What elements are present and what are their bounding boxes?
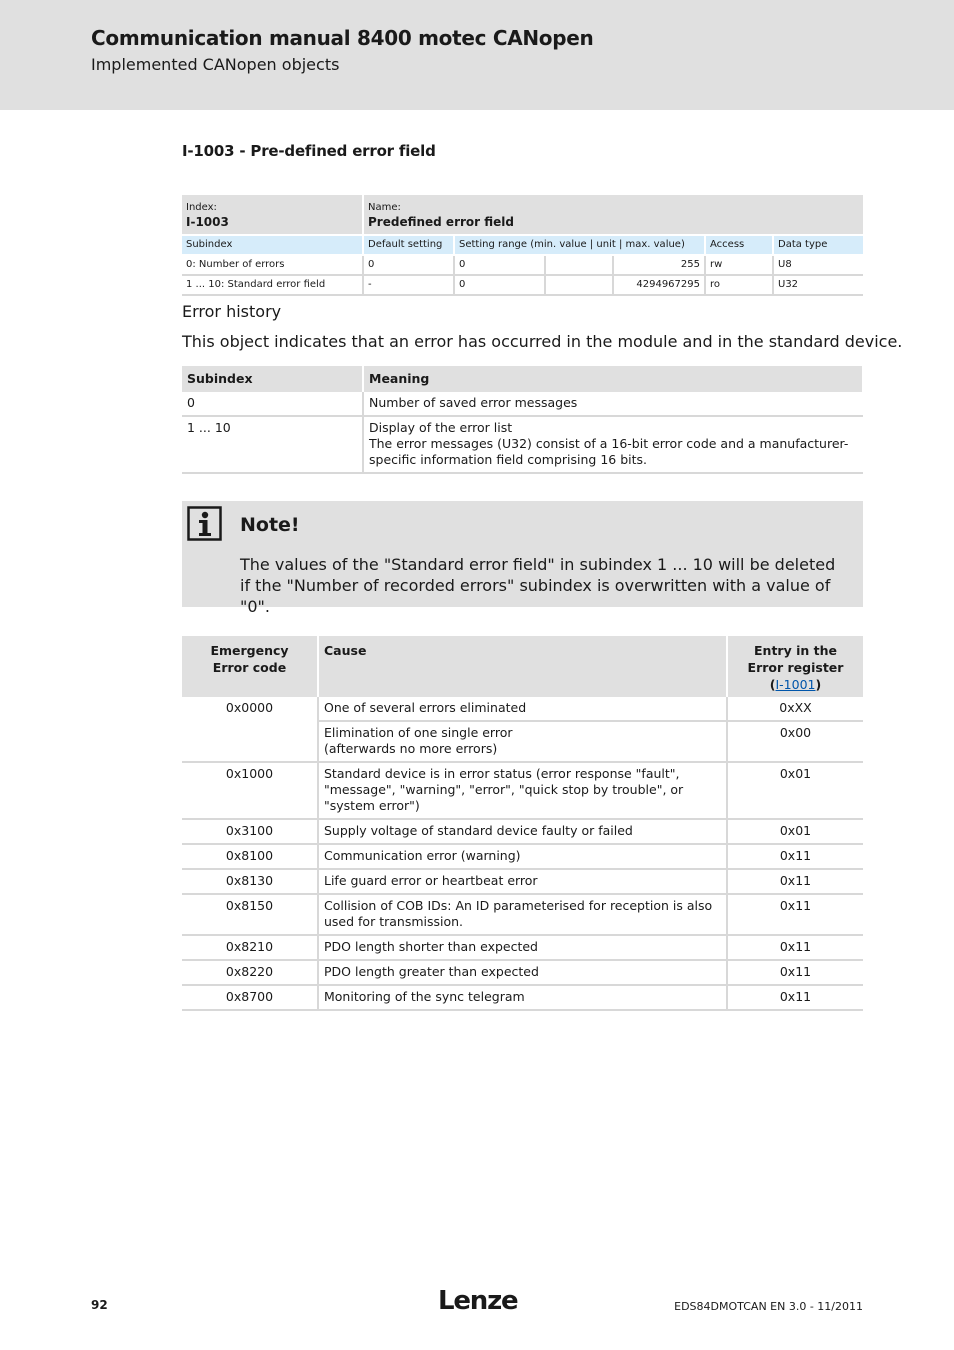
column-header-line: (I-1001) bbox=[769, 677, 822, 692]
access-cell: ro bbox=[705, 275, 773, 295]
lenze-logo: Lenze bbox=[438, 1286, 518, 1316]
table-row bbox=[182, 255, 863, 275]
code-cell bbox=[182, 721, 318, 762]
cause-cell: Supply voltage of standard device faulty or failed bbox=[318, 819, 727, 844]
entry-cell: 0x11 bbox=[727, 935, 863, 960]
column-header-line: Error code bbox=[212, 660, 287, 675]
entry-cell: 0x11 bbox=[727, 869, 863, 894]
min-cell: 0 bbox=[454, 255, 545, 275]
column-header bbox=[182, 636, 318, 697]
column-header-line: Emergency bbox=[210, 643, 289, 658]
meaning-table bbox=[182, 366, 864, 474]
column-header: Subindex bbox=[182, 235, 363, 255]
unit-cell bbox=[545, 275, 613, 295]
error-header-row bbox=[182, 636, 863, 697]
column-header-line: Entry in the bbox=[754, 643, 837, 658]
table-row bbox=[182, 721, 863, 762]
subindex-cell: 0 bbox=[182, 392, 363, 416]
error-history-label: Error history bbox=[182, 302, 282, 321]
page-number: 92 bbox=[91, 1298, 108, 1312]
table-row bbox=[182, 844, 863, 869]
cause-cell: Standard device is in error status (error response "fault", "message", "warning", "error", "quick stop by trouble", or "system error") bbox=[318, 762, 727, 819]
column-header: Meaning bbox=[363, 366, 863, 392]
type-cell: U8 bbox=[773, 255, 863, 275]
max-cell: 255 bbox=[613, 255, 705, 275]
max-cell: 4294967295 bbox=[613, 275, 705, 295]
table-row bbox=[182, 960, 863, 985]
column-header: Default setting bbox=[363, 235, 454, 255]
index-caption: Index: bbox=[186, 202, 217, 213]
i-1001-link[interactable]: I-1001 bbox=[775, 677, 816, 692]
code-cell: 0x1000 bbox=[182, 762, 318, 819]
page-header bbox=[0, 0, 954, 110]
min-cell: 0 bbox=[454, 275, 545, 295]
meaning-cell bbox=[363, 416, 863, 473]
entry-cell: 0xXX bbox=[727, 697, 863, 721]
code-cell: 0x8210 bbox=[182, 935, 318, 960]
meaning-text: Display of the error list bbox=[369, 420, 513, 435]
object-table bbox=[182, 195, 863, 296]
column-header: Access bbox=[705, 235, 773, 255]
code-cell: 0x0000 bbox=[182, 697, 318, 721]
default-cell: - bbox=[363, 275, 454, 295]
entry-cell: 0x11 bbox=[727, 985, 863, 1010]
meaning-cell bbox=[363, 392, 863, 416]
entry-cell: 0x11 bbox=[727, 960, 863, 985]
cause-cell: Monitoring of the sync telegram bbox=[318, 985, 727, 1010]
name-cell bbox=[363, 195, 863, 235]
table-row bbox=[182, 762, 863, 819]
table-row bbox=[182, 935, 863, 960]
index-value: I-1003 bbox=[186, 215, 229, 229]
info-icon bbox=[187, 506, 222, 541]
object-header-row bbox=[182, 195, 863, 235]
type-cell: U32 bbox=[773, 275, 863, 295]
table-row bbox=[182, 697, 863, 721]
entry-cell: 0x11 bbox=[727, 844, 863, 869]
unit-cell bbox=[545, 255, 613, 275]
subindex-cell: 1 ... 10 bbox=[182, 416, 363, 473]
code-cell: 0x8100 bbox=[182, 844, 318, 869]
entry-cell: 0x01 bbox=[727, 819, 863, 844]
cause-cell: PDO length greater than expected bbox=[318, 960, 727, 985]
code-cell: 0x8130 bbox=[182, 869, 318, 894]
name-value: Predefined error field bbox=[368, 215, 514, 229]
cause-cell: Elimination of one single error (afterwards no more errors) bbox=[318, 721, 727, 762]
subindex-cell: 1 ... 10: Standard error field bbox=[182, 275, 363, 295]
entry-cell: 0x11 bbox=[727, 894, 863, 935]
document-id: EDS84DMOTCAN EN 3.0 - 11/2011 bbox=[674, 1300, 863, 1313]
document-subtitle: Implemented CANopen objects bbox=[91, 55, 340, 74]
column-header bbox=[727, 636, 863, 697]
description-text: This object indicates that an error has occurred in the module and in the standard device. bbox=[182, 332, 903, 351]
entry-cell: 0x01 bbox=[727, 762, 863, 819]
code-cell: 0x8700 bbox=[182, 985, 318, 1010]
table-row bbox=[182, 392, 863, 416]
column-header: Subindex bbox=[182, 366, 363, 392]
table-row bbox=[182, 985, 863, 1010]
subindex-cell: 0: Number of errors bbox=[182, 255, 363, 275]
cause-cell: Collision of COB IDs: An ID parameterised for reception is also used for transmission. bbox=[318, 894, 727, 935]
meaning-text: Number of saved error messages bbox=[369, 395, 578, 410]
note-title: Note! bbox=[240, 514, 300, 536]
code-cell: 0x3100 bbox=[182, 819, 318, 844]
meaning-detail: The error messages (U32) consist of a 16-bit error code and a manufacturer-specific information field comprising 16 bits. bbox=[369, 436, 849, 467]
table-row bbox=[182, 416, 863, 473]
section-title: I-1003 - Pre-defined error field bbox=[182, 142, 436, 160]
cause-cell: Life guard error or heartbeat error bbox=[318, 869, 727, 894]
entry-cell: 0x00 bbox=[727, 721, 863, 762]
code-cell: 0x8150 bbox=[182, 894, 318, 935]
cause-cell: One of several errors eliminated bbox=[318, 697, 727, 721]
access-cell: rw bbox=[705, 255, 773, 275]
table-row bbox=[182, 819, 863, 844]
error-table bbox=[182, 636, 863, 1011]
index-cell bbox=[182, 195, 363, 235]
meaning-header-row bbox=[182, 366, 863, 392]
name-caption: Name: bbox=[368, 202, 401, 213]
table-row bbox=[182, 275, 863, 295]
table-row bbox=[182, 894, 863, 935]
column-header-line: Error register bbox=[747, 660, 844, 675]
table-row bbox=[182, 869, 863, 894]
column-header: Data type bbox=[773, 235, 863, 255]
code-cell: 0x8220 bbox=[182, 960, 318, 985]
default-cell: 0 bbox=[363, 255, 454, 275]
note-box bbox=[182, 501, 863, 616]
column-header: Cause bbox=[318, 636, 727, 697]
document-title: Communication manual 8400 motec CANopen bbox=[91, 26, 594, 50]
column-header: Setting range (min. value | unit | max. value) bbox=[454, 235, 705, 255]
note-text: The values of the "Standard error field" in subindex 1 ... 10 will be deleted if the "Number of recorded errors" subindex is overwritten with a value of "0". bbox=[240, 555, 836, 616]
cause-cell: PDO length shorter than expected bbox=[318, 935, 727, 960]
object-column-header-row bbox=[182, 235, 863, 255]
cause-cell: Communication error (warning) bbox=[318, 844, 727, 869]
